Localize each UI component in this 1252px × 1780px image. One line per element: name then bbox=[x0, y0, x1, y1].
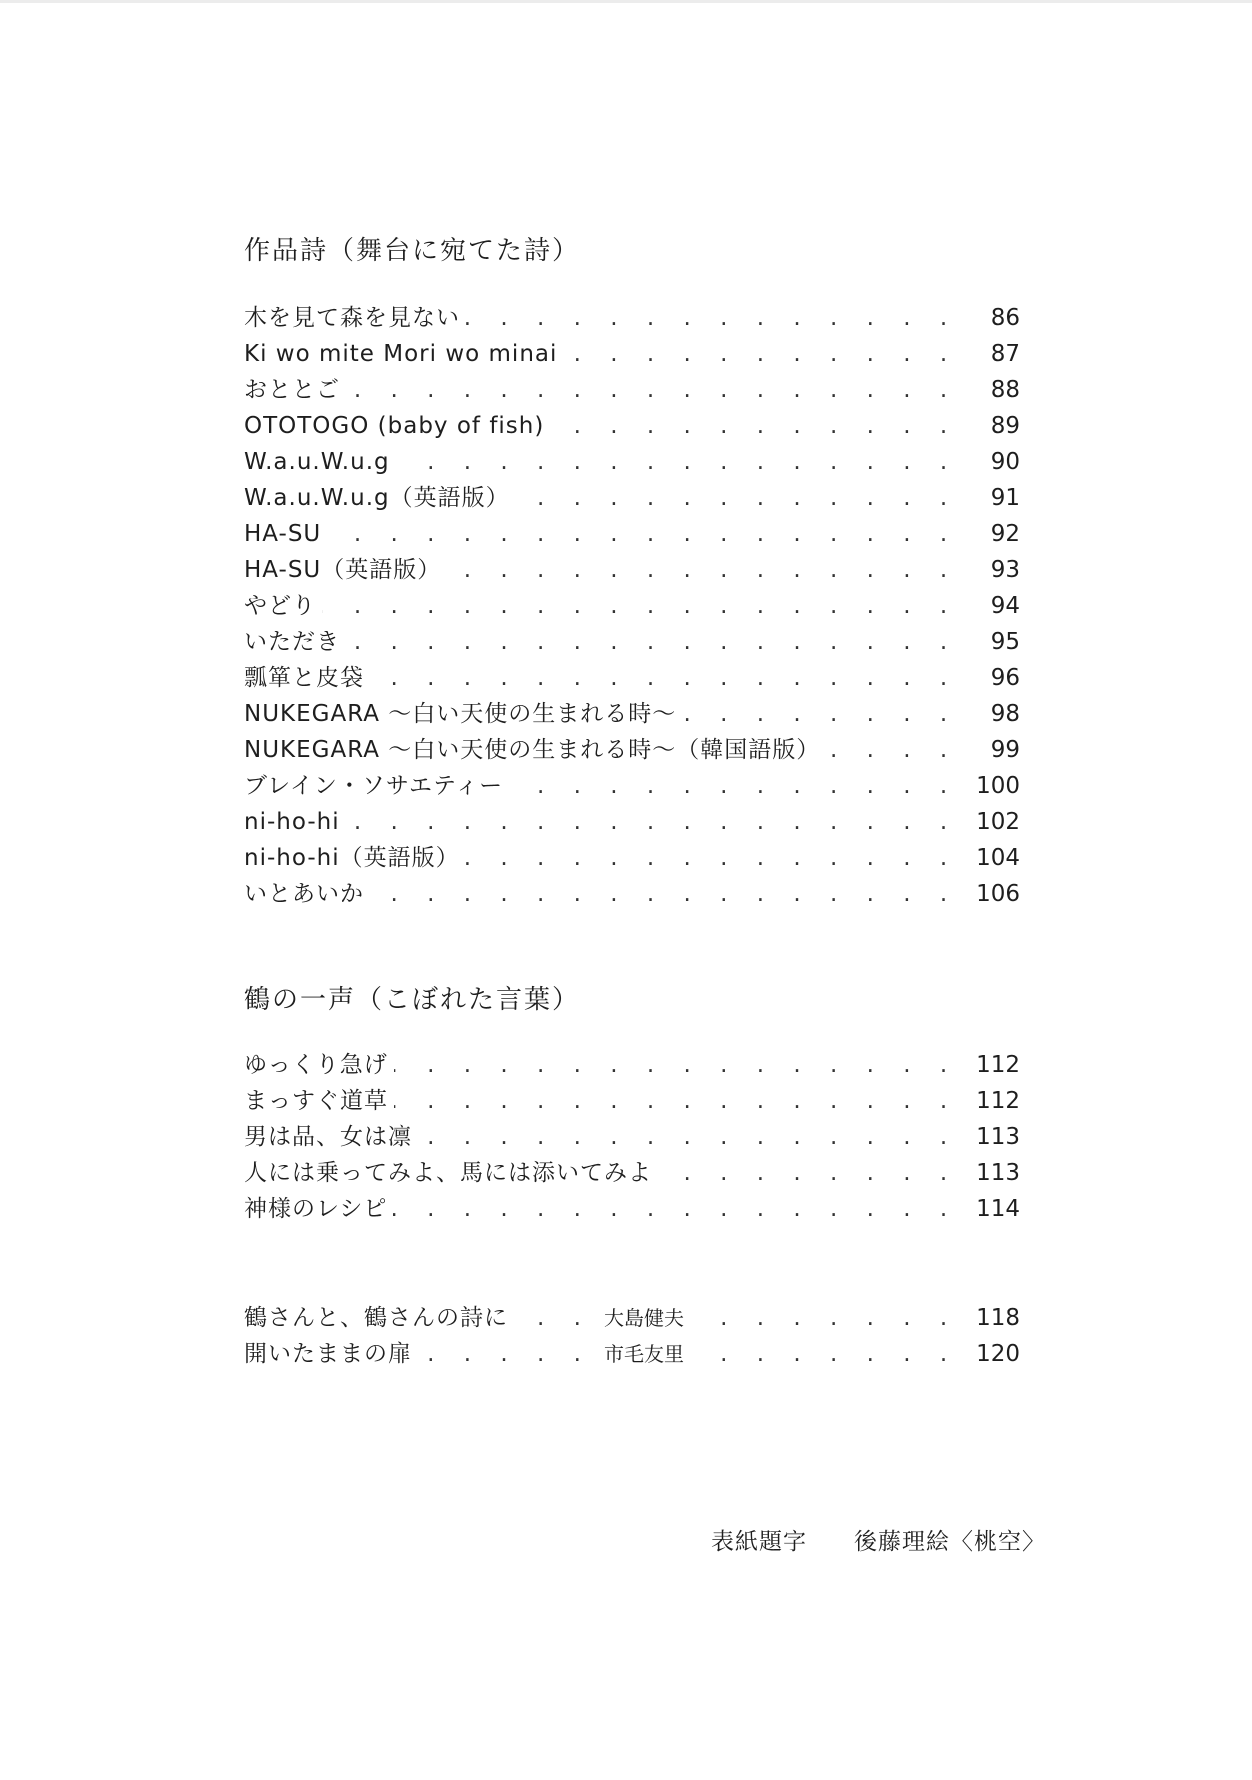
section-title-words: 鶴の一声（こぼれた言葉） bbox=[244, 985, 581, 1015]
toc-entry-page: 88 bbox=[990, 377, 1020, 403]
toc-entry-title: おととご bbox=[244, 372, 346, 408]
toc-entry-page: 95 bbox=[990, 629, 1020, 655]
toc-entry-author: 市毛友里 bbox=[604, 1336, 690, 1372]
toc-entry bbox=[244, 1083, 1020, 1119]
toc-entry bbox=[244, 696, 1020, 732]
toc-entry-page: 87 bbox=[990, 341, 1020, 367]
toc-entry-title: まっすぐ道草 bbox=[244, 1083, 394, 1119]
toc-entry-title: ブレイン・ソサエティー bbox=[244, 768, 509, 804]
toc-entry bbox=[244, 1336, 1020, 1372]
toc-entry bbox=[244, 408, 1020, 444]
toc-entry-page: 120 bbox=[976, 1341, 1020, 1367]
toc-entry bbox=[244, 1047, 1020, 1083]
toc-entry-page: 104 bbox=[976, 845, 1020, 871]
toc-entry-page: 114 bbox=[976, 1196, 1020, 1222]
toc-entry bbox=[244, 1119, 1020, 1155]
toc-entry bbox=[244, 1155, 1020, 1191]
toc-entry-page: 96 bbox=[990, 665, 1020, 691]
cover-calligraphy-name: 後藤理絵〈桃空〉 bbox=[854, 1529, 1046, 1555]
toc-entry-title: OTOTOGO (baby of fish) bbox=[244, 408, 550, 444]
toc-entry-title: 開いたままの扉 bbox=[244, 1336, 418, 1372]
toc-entry-title: いただき bbox=[244, 624, 346, 660]
toc-entry-title: やどり bbox=[244, 588, 322, 624]
toc-entry-page: 92 bbox=[990, 521, 1020, 547]
toc-entry bbox=[244, 732, 1020, 768]
leader-dots bbox=[244, 804, 956, 840]
toc-entry-title: 木を見て森を見ない bbox=[244, 300, 466, 336]
toc-entry-title: ni-ho-hi bbox=[244, 804, 346, 840]
leader-dots bbox=[244, 588, 956, 624]
leader-dots bbox=[244, 516, 956, 552]
toc-entry bbox=[244, 1191, 1020, 1227]
toc-entry-title: 瓢箪と皮袋 bbox=[244, 660, 370, 696]
toc-entry bbox=[244, 516, 1020, 552]
toc-entry-title: HA-SU bbox=[244, 516, 327, 552]
toc-entry bbox=[244, 300, 1020, 336]
toc-entry-author: 大島健夫 bbox=[604, 1300, 690, 1336]
toc-entry-page: 112 bbox=[976, 1088, 1020, 1114]
toc-entry-page: 113 bbox=[976, 1160, 1020, 1186]
toc-entry-title: NUKEGARA 〜白い天使の生まれる時〜 bbox=[244, 696, 682, 732]
toc-entry-page: 100 bbox=[976, 773, 1020, 799]
toc-entry bbox=[244, 840, 1020, 876]
toc-entry-page: 106 bbox=[976, 881, 1020, 907]
toc-entry-page: 93 bbox=[990, 557, 1020, 583]
toc-entry-title: 鶴さんと、鶴さんの詩に bbox=[244, 1300, 514, 1336]
toc-entry-title: W.a.u.W.u.g（英語版） bbox=[244, 480, 516, 516]
toc-entry-page: 112 bbox=[976, 1052, 1020, 1078]
toc-entry-page: 91 bbox=[990, 485, 1020, 511]
toc-entry-title: いとあいか bbox=[244, 876, 370, 912]
leader-dots bbox=[244, 372, 956, 408]
toc-entry-title: HA-SU（英語版） bbox=[244, 552, 447, 588]
top-border bbox=[0, 0, 1252, 3]
toc-entry bbox=[244, 1300, 1020, 1336]
toc-entry bbox=[244, 336, 1020, 372]
toc-entry-title: 男は品、女は凛 bbox=[244, 1119, 418, 1155]
toc-entry-title: 神様のレシピ bbox=[244, 1191, 393, 1227]
toc-entry-page: 113 bbox=[976, 1124, 1020, 1150]
toc-entry-page: 99 bbox=[990, 737, 1020, 763]
toc-entry-title: 人には乗ってみよ、馬には添いてみよ bbox=[244, 1155, 658, 1191]
toc-entry-title: ni-ho-hi（英語版） bbox=[244, 840, 466, 876]
toc-entry-page: 118 bbox=[976, 1305, 1020, 1331]
toc-entry-page: 89 bbox=[990, 413, 1020, 439]
toc-entry bbox=[244, 876, 1020, 912]
toc-entry bbox=[244, 480, 1020, 516]
toc-entry bbox=[244, 768, 1020, 804]
toc-entry-title: NUKEGARA 〜白い天使の生まれる時〜（韓国語版） bbox=[244, 732, 826, 768]
section-title-works: 作品詩（舞台に宛てた詩） bbox=[244, 236, 581, 266]
leader-dots bbox=[244, 624, 956, 660]
toc-list-essays bbox=[244, 1300, 1020, 1372]
toc-entry bbox=[244, 660, 1020, 696]
toc-entry-page: 102 bbox=[976, 809, 1020, 835]
toc-entry-title: Ki wo mite Mori wo minai bbox=[244, 336, 563, 372]
toc-entry bbox=[244, 588, 1020, 624]
toc-entry-page: 86 bbox=[990, 305, 1020, 331]
toc-entry bbox=[244, 552, 1020, 588]
toc-entry-page: 94 bbox=[990, 593, 1020, 619]
toc-entry-title: W.a.u.W.u.g bbox=[244, 444, 396, 480]
toc-entry bbox=[244, 372, 1020, 408]
toc-entry bbox=[244, 624, 1020, 660]
toc-entry-title: ゆっくり急げ bbox=[244, 1047, 394, 1083]
toc-list-words bbox=[244, 1047, 1020, 1227]
toc-entry-page: 90 bbox=[990, 449, 1020, 475]
cover-calligraphy-label: 表紙題字 bbox=[711, 1529, 807, 1555]
toc-entry bbox=[244, 444, 1020, 480]
toc-entry bbox=[244, 804, 1020, 840]
toc-entry-page: 98 bbox=[990, 701, 1020, 727]
toc-list-works bbox=[244, 300, 1020, 912]
